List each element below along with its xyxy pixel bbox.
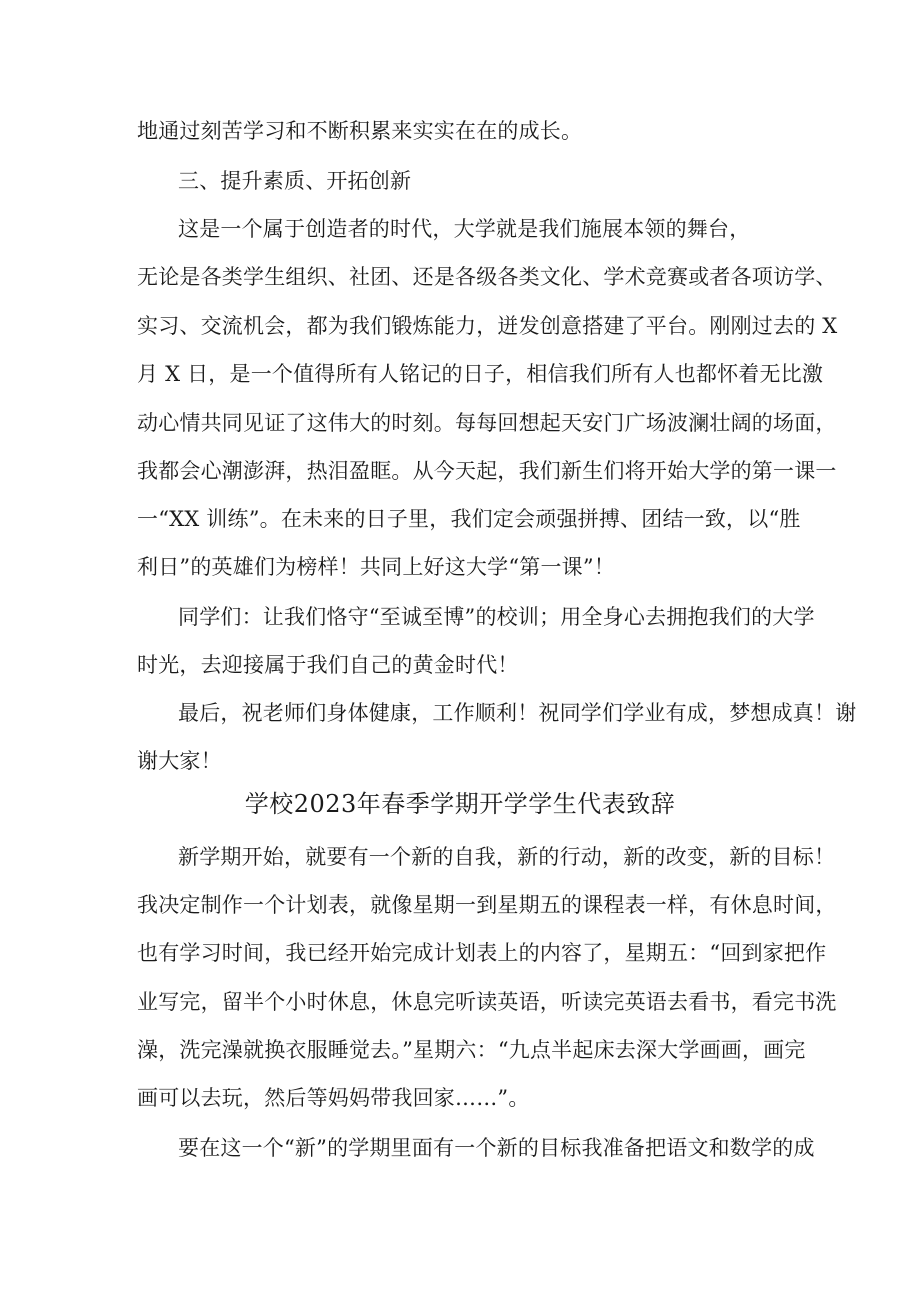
paragraph-line: 画可以去玩，然后等妈妈带我回家……”。: [137, 1086, 530, 1110]
document-title: 学校2023年春季学期开学学生代表致辞: [244, 790, 676, 818]
section-heading: 三、提升素质、开拓创新: [178, 169, 412, 193]
paragraph-line: 新学期开始，就要有一个新的自我，新的行动，新的改变，新的目标！: [178, 845, 836, 869]
paragraph-line: 这是一个属于创造者的时代，大学就是我们施展本领的舞台，: [178, 217, 751, 241]
paragraph-line: 要在这一个“新”的学期里面有一个新的目标我准备把语文和数学的成: [178, 1136, 815, 1160]
paragraph-line: 动心情共同见证了这伟大的时刻。每每回想起天安门广场波澜壮阔的场面，: [137, 411, 837, 435]
paragraph-line: 月 X 日，是一个值得所有人铭记的日子，相信我们所有人也都怀着无比激: [137, 362, 824, 386]
paragraph-line: 实习、交流机会，都为我们锻炼能力，迸发创意搭建了平台。刚刚过去的 X: [137, 314, 838, 338]
paragraph-line: 时光，去迎接属于我们自己的黄金时代！: [137, 653, 519, 677]
paragraph-line: 最后，祝老师们身体健康，工作顺利！祝同学们学业有成，梦想成真！谢: [178, 701, 857, 725]
paragraph-line: 我都会心潮澎湃，热泪盈眶。从今天起，我们新生们将开始大学的第一课一: [137, 459, 837, 483]
paragraph-line: 地通过刻苦学习和不断积累来实实在在的成长。: [137, 119, 583, 143]
paragraph-line: 澡，洗完澡就换衣服睡觉去。”星期六：“九点半起床去深大学画画，画完: [137, 1038, 806, 1062]
paragraph-line: 也有学习时间，我已经开始完成计划表上的内容了，星期五：“回到家把作: [137, 941, 827, 965]
paragraph-line: 一“XX 训练”。在未来的日子里，我们定会顽强拼搏、团结一致，以“胜: [137, 507, 801, 531]
paragraph-line: 业写完，留半个小时休息，休息完听读英语，听读完英语去看书，看完书洗: [137, 990, 837, 1014]
paragraph-line: 无论是各类学生组织、社团、还是各级各类文化、学术竞赛或者各项访学、: [137, 265, 837, 289]
paragraph-line: 谢大家！: [137, 749, 222, 773]
paragraph-line: 我决定制作一个计划表，就像星期一到星期五的课程表一样，有休息时间，: [137, 893, 837, 917]
paragraph-line: 利日”的英雄们为榜样！共同上好这大学“第一课”！: [137, 555, 616, 579]
paragraph-line: 同学们：让我们恪守“至诚至博”的校训；用全身心去拥抱我们的大学: [178, 605, 815, 629]
